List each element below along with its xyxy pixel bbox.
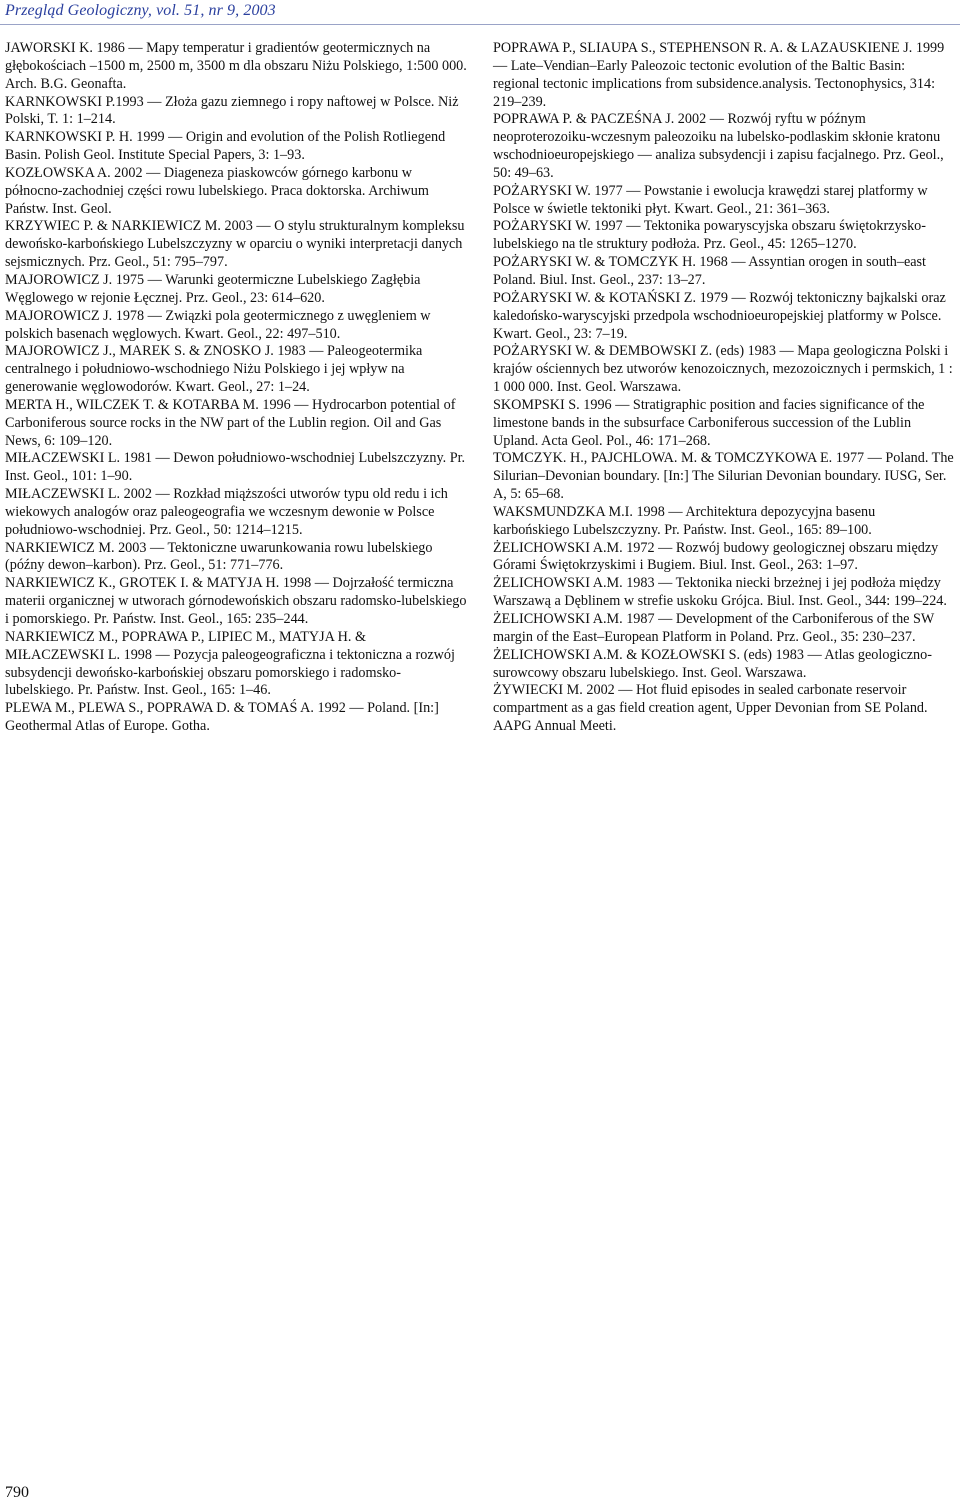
reference-entry: NARKIEWICZ M., POPRAWA P., LIPIEC M., MATYJA H. & MIŁACZEWSKI L. 1998 — Pozycja paleogeograficzna i tektoniczna a rozwój subsydencji dewońsko-karbońskiej obszaru pomorskiego i radomsko-lubelskiego. Pr. Państw. Inst. Geol., 165: 1–46. [5,628,455,699]
reference-entry: POŻARYSKI W. & DEMBOWSKI Z. (eds) 1983 — Mapa geologiczna Polski i krajów ościennych bez utworów kenozoicznych, mezozoicznych i permskich, 1 : 1 000 000. Inst. Geol. Warszawa. [493,343,953,396]
reference-entry: MAJOROWICZ J., MAREK S. & ZNOSKO J. 1983 — Paleogeotermika centralnego i południowo-wschodniego Niżu Polskiego i jej wpływ na generowanie węglowodorów. Kwart. Geol., 27: 1–24. [5,343,423,396]
reference-entry: POŻARYSKI W. 1997 — Tektonika powaryscyjska obszaru świętokrzysko-lubelskiego na tle struktury podłoża. Prz. Geol., 45: 1265–1270. [493,218,926,253]
reference-entry: POPRAWA P. & PACZEŚNA J. 2002 — Rozwój ryftu w późnym neoproterozoiku-wczesnym paleozoiku na lubelsko-podlaskim skłonie kratonu wschodnioeuropejskiego — analiza subsydencji i zapisu facjalnego. Prz. Geol., 50: 49–63. [493,111,944,181]
reference-entry: SKOMPSKI S. 1996 — Stratigraphic position and facies significance of the limestone bands in the subsurface Carboniferous succession of the Lublin Upland. Acta Geol. Pol., 46: 171–268. [493,396,925,449]
reference-entry: MERTA H., WILCZEK T. & KOTARBA M. 1996 — Hydrocarbon potential of Carboniferous source rocks in the NW part of the Lublin region. Oil and Gas News, 6: 109–120. [5,396,456,449]
reference-entry: TOMCZYK. H., PAJCHLOWA. M. & TOMCZYKOWA E. 1977 — Poland. The Silurian–Devonian boundary. [In:] The Silurian Devonian boundary. IUSG, Ser. A, 5: 65–68. [493,450,954,503]
reference-entry: POŻARYSKI W. & TOMCZYK H. 1968 — Assyntian orogen in south–east Poland. Biul. Inst. Geol., 237: 13–27. [493,254,926,288]
reference-entry: NARKIEWICZ K., GROTEK I. & MATYJA H. 1998 — Dojrzałość termiczna materii organicznej w utworach górnodewońskich obszaru radomsko-lubelskiego i pomorskiego. Pr. Państw. Inst. Geol., 165: 235–244. [5,575,467,627]
reference-entry: ŻELICHOWSKI A.M. 1972 — Rozwój budowy geologicznej obszaru między Górami Świętokrzyskimi i Bugiem. Biul. Inst. Geol., 263: 1–97. [493,539,939,574]
reference-entry: ŻELICHOWSKI A.M. 1987 — Development of the Carboniferous of the SW margin of the East–European Platform in Poland. Prz. Geol., 35: 230–237. [493,611,935,645]
reference-entry: POŻARYSKI W. 1977 — Powstanie i ewolucja krawędzi starej platformy w Polsce w świetle tektoniki płyt. Kwart. Geol., 21: 361–363. [493,182,928,217]
reference-entry: ŻELICHOWSKI A.M. & KOZŁOWSKI S. (eds) 1983 — Atlas geologiczno-surowcowy obszaru lubelskiego. Inst. Geol. Warszawa. [493,646,932,681]
reference-entry: KARNKOWSKI P.1993 — Złoża gazu ziemnego i ropy naftowej w Polsce. Niż Polski, T. 1: 1–214. [5,93,459,128]
reference-entry: ŻYWIECKI M. 2002 — Hot fluid episodes in sealed carbonate reservoir compartment as a gas field creation agent, Upper Devonian from SE Poland. AAPG Annual Meeti. [493,682,928,735]
reference-entry: KOZŁOWSKA A. 2002 — Diageneza piaskowców górnego karbonu w północno-zachodniej części rowu lubelskiego. Praca doktorska. Archiwum Państw. Inst. Geol. [5,164,429,217]
references-column-left [5,40,467,736]
page-number: 790 [5,1484,29,1501]
reference-entry: MIŁACZEWSKI L. 2002 — Rozkład miąższości utworów typu old redu i ich wiekowych analogów oraz paleogeografia we wczesnym dewonie w Polsce południowo-wschodniej. Prz. Geol., 50: 1214–1215. [5,486,448,538]
references-column-right [493,40,955,736]
header-rule [0,24,960,25]
reference-entry: POŻARYSKI W. & KOTAŃSKI Z. 1979 — Rozwój tektoniczny bajkalski oraz kaledońsko-waryscyjski przedpola wschodnioeuropejskiej platformy w Polsce. Kwart. Geol., 23: 7–19. [493,289,946,342]
reference-entry: MIŁACZEWSKI L. 1981 — Dewon południowo-wschodniej Lubelszczyzny. Pr. Inst. Geol., 101: 1–90. [5,450,466,485]
reference-entry: POPRAWA P., SLIAUPA S., STEPHENSON R. A. & LAZAUSKIENE J. 1999 — Late–Vendian–Early Paleozoic tectonic evolution of the Baltic Basin: regional tectonic implications from subsidence.analysis. Tectonophysics, 314: 219–239. [493,40,945,110]
reference-entry: ŻELICHOWSKI A.M. 1983 — Tektonika niecki brzeżnej i jej podłoża między Warszawą a Dęblinem w strefie uskoku Grójca. Biul. Inst. Geol., 344: 199–224. [493,575,947,610]
reference-entry: PLEWA M., PLEWA S., POPRAWA D. & TOMAŚ A. 1992 — Poland. [In:] Geothermal Atlas of Europe. Gotha. [5,700,439,735]
reference-entry: MAJOROWICZ J. 1975 — Warunki geotermiczne Lubelskiego Zagłębia Węglowego w rejonie Łęcznej. Prz. Geol., 23: 614–620. [5,271,421,306]
reference-entry: KARNKOWSKI P. H. 1999 — Origin and evolution of the Polish Rotliegend Basin. Polish Geol. Institute Special Papers, 3: 1–93. [5,129,446,164]
reference-entry: KRZYWIEC P. & NARKIEWICZ M. 2003 — O stylu strukturalnym kompleksu dewońsko-karbońskiego Lubelszczyzny w oparciu o wyniki interpretacji danych sejsmicznych. Prz. Geol., 51: 795–797. [5,218,465,271]
reference-entry: JAWORSKI K. 1986 — Mapy temperatur i gradientów geotermicznych na głębokościach –1500 m, 2500 m, 3500 m dla obszaru Niżu Polskiego, 1:500 000. Arch. B.G. Geonafta. [5,40,467,92]
reference-entry: NARKIEWICZ M. 2003 — Tektoniczne uwarunkowania rowu lubelskiego (późny dewon–karbon). Prz. Geol., 51: 771–776. [5,539,433,574]
reference-entry: MAJOROWICZ J. 1978 — Związki pola geotermicznego z uwęgleniem w polskich basenach węglowych. Kwart. Geol., 22: 497–510. [5,307,431,342]
running-head: Przegląd Geologiczny, vol. 51, nr 9, 2003 [5,2,276,19]
reference-entry: WAKSMUNDZKA M.I. 1998 — Architektura depozycyjna basenu karbońskiego Lubelszczyzny. Pr. Państw. Inst. Geol., 165: 89–100. [493,503,876,538]
